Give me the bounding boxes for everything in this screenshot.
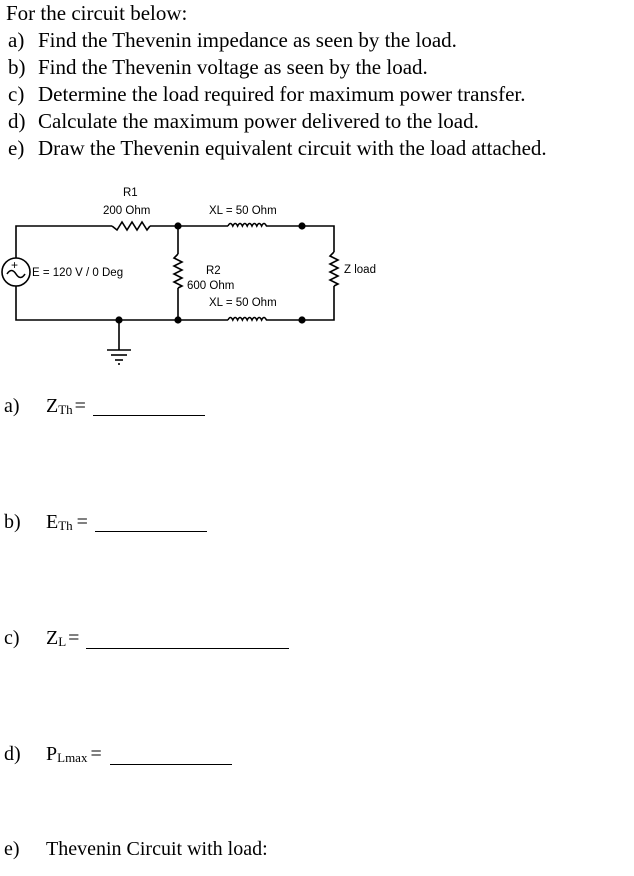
source-label: E = 120 V / 0 Deg	[32, 267, 124, 279]
r1-name-label: R1	[123, 187, 138, 199]
question-text: Draw the Thevenin equivalent circuit with the load attached.	[38, 136, 547, 160]
question-letter: d)	[8, 109, 26, 133]
question-item	[6, 27, 547, 54]
answer-symbol: $Z_L$ =	[46, 627, 80, 649]
node-top-middle	[174, 222, 181, 229]
xl-top-label: XL = 50 Ohm	[209, 205, 277, 217]
answer-letter: e)	[4, 838, 20, 860]
wire-bottom-left	[16, 286, 178, 320]
r1-value-label: 200 Ohm	[103, 205, 151, 217]
xl-top-inductor	[228, 224, 266, 227]
question-item	[6, 135, 547, 162]
r2-resistor	[174, 254, 182, 288]
answer-letter: a)	[4, 395, 20, 417]
answer-symbol: $Z_{Th}$ =	[46, 395, 86, 417]
answer-letter: b)	[4, 511, 21, 533]
question-text: Determine the load required for maximum power transfer.	[38, 82, 526, 106]
question-text: Find the Thevenin impedance as seen by the load.	[38, 28, 457, 52]
z-load-resistor	[330, 252, 338, 286]
answer-d-blank[interactable]	[110, 764, 232, 765]
problem-statement	[6, 0, 547, 162]
node-bottom-middle	[174, 316, 181, 323]
question-item	[6, 54, 547, 81]
question-list	[6, 27, 547, 162]
question-text: Find the Thevenin voltage as seen by the load.	[38, 55, 428, 79]
question-letter: c)	[8, 82, 25, 106]
r1-resistor	[112, 222, 150, 230]
answer-b-blank[interactable]	[95, 531, 207, 532]
answer-symbol: $P_{Lmax}$ =	[46, 743, 102, 765]
question-letter: b)	[8, 55, 26, 79]
r2-name-label: R2	[206, 265, 221, 277]
question-item	[6, 81, 547, 108]
wire-xl-top-to-right	[266, 226, 334, 252]
question-letter: e)	[8, 136, 25, 160]
circuit-diagram	[0, 180, 634, 380]
xl-bottom-inductor	[228, 318, 266, 321]
question-text: Calculate the maximum power delivered to the load.	[38, 109, 479, 133]
node-ground	[115, 316, 122, 323]
answer-c-blank[interactable]	[86, 648, 289, 649]
r2-value-label: 600 Ohm	[187, 280, 235, 292]
load-label: Z load	[344, 264, 376, 276]
answer-symbol: $E_{Th}$ =	[46, 511, 88, 533]
problem-intro: For the circuit below:	[6, 1, 188, 25]
answer-letter: d)	[4, 743, 21, 765]
answer-letter: c)	[4, 627, 20, 649]
wire-left-top	[16, 226, 112, 258]
source-polarity-label: +	[11, 258, 19, 272]
node-top-right	[298, 222, 305, 229]
ground-symbol	[107, 350, 131, 364]
node-bottom-right	[298, 316, 305, 323]
question-letter: a)	[8, 28, 25, 52]
answer-a-blank[interactable]	[93, 415, 205, 416]
xl-bottom-label: XL = 50 Ohm	[209, 297, 277, 309]
answer-e-text: Thevenin Circuit with load:	[46, 838, 268, 860]
question-item	[6, 108, 547, 135]
